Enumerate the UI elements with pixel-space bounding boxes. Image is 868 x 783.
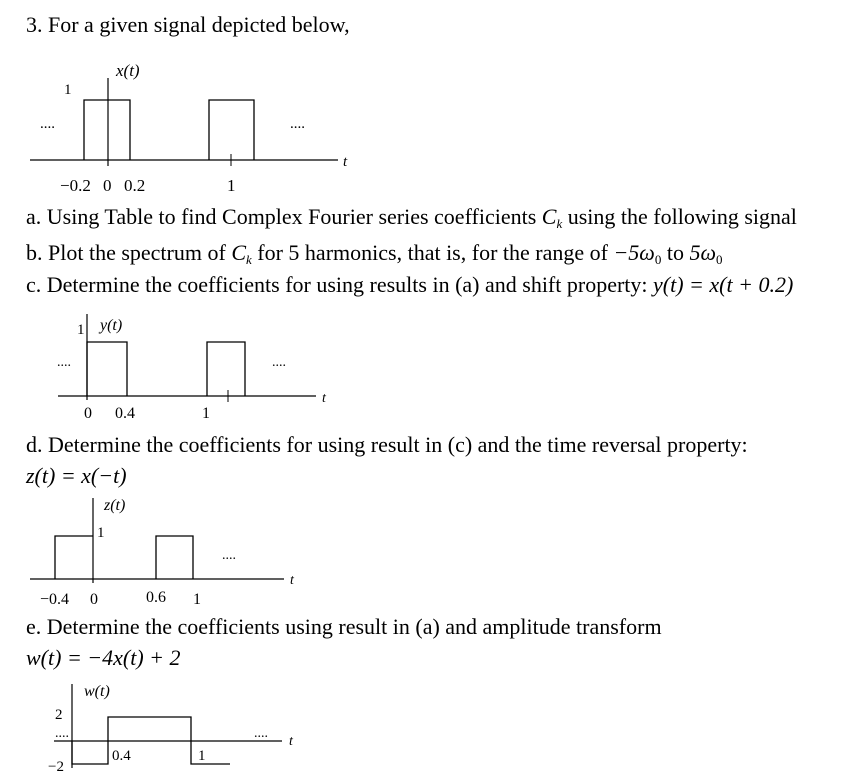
part-a-subscript: k [556,216,563,231]
x-tick-label-0: −0.2 [60,176,91,195]
part-e: e. Determine the coefficients using result in (a) and amplitude transform [26,614,662,639]
y-tick-label-1: 0.4 [115,405,135,422]
part-b-range-hi: 5ω [689,240,717,265]
part-a-symbol: C [541,204,557,229]
part-b-tail: for 5 harmonics, that is, for the range of [251,240,608,265]
x-tick-label-1: 0 [103,176,112,195]
w-ylabel: w(t) [84,683,110,700]
w-dots-right: .... [254,726,268,741]
x-tick-label-2: 0.2 [124,176,146,195]
z-amp-label: 1 [97,525,105,541]
z-tick-label-3: 1 [193,591,201,608]
w-t-label: t [289,734,293,749]
part-d: d. Determine the coefficients for using result in (c) and the time reversal property: [26,432,748,457]
part-b-symbol: C [231,240,246,265]
w-amp-pos-label: 2 [55,707,63,723]
y-ylabel: y(t) [100,317,123,334]
z-tick-label-0: −0.4 [40,591,70,608]
z-tick-label-2: 0.6 [146,589,166,606]
part-a-tail: using the following signal [562,204,797,229]
y-dots-left: .... [57,355,71,370]
part-b-range-lo-sub: 0 [654,252,662,267]
z-ylabel: z(t) [104,497,126,514]
y-t-label: t [322,391,326,406]
x-tick-label-3: 1 [227,176,236,195]
y-amp-label: 1 [77,322,85,338]
part-d-equation: z(t) = x(−t) [26,463,127,488]
part-b-range-lo: −5ω [613,240,655,265]
z-dots-right: .... [222,548,236,563]
part-c-equation: y(t) = x(t + 0.2) [653,272,794,297]
x-dots-right: .... [290,116,305,132]
w-tick-label-1: 1 [198,748,206,764]
z-tick-label-1: 0 [90,591,98,608]
x-amp-label: 1 [64,82,72,98]
part-b-to: to [661,240,690,265]
part-a-text: a. Using Table to find Complex Fourier series coefficients [26,204,537,229]
z-t-label: t [290,573,294,588]
w-dots-left: .... [55,726,69,741]
part-e-equation: w(t) = −4x(t) + 2 [26,645,181,670]
w-amp-neg-label: −2 [48,759,64,775]
y-tick-label-0: 0 [84,405,92,422]
part-b-range-hi-sub: 0 [716,252,723,267]
x-ylabel: x(t) [116,61,140,80]
part-c-text: c. Determine the coefficients for using results in (a) and shift property: [26,272,648,297]
part-b-text: b. Plot the spectrum of [26,240,226,265]
part-b-subscript: k [246,252,252,267]
x-dots-left: .... [40,116,55,132]
y-tick-label-2: 1 [202,405,210,422]
problem-title: 3. For a given signal depicted below, [26,12,350,37]
y-dots-right: .... [272,355,286,370]
w-tick-label-0: 0.4 [112,748,131,764]
x-t-label: t [343,154,348,170]
